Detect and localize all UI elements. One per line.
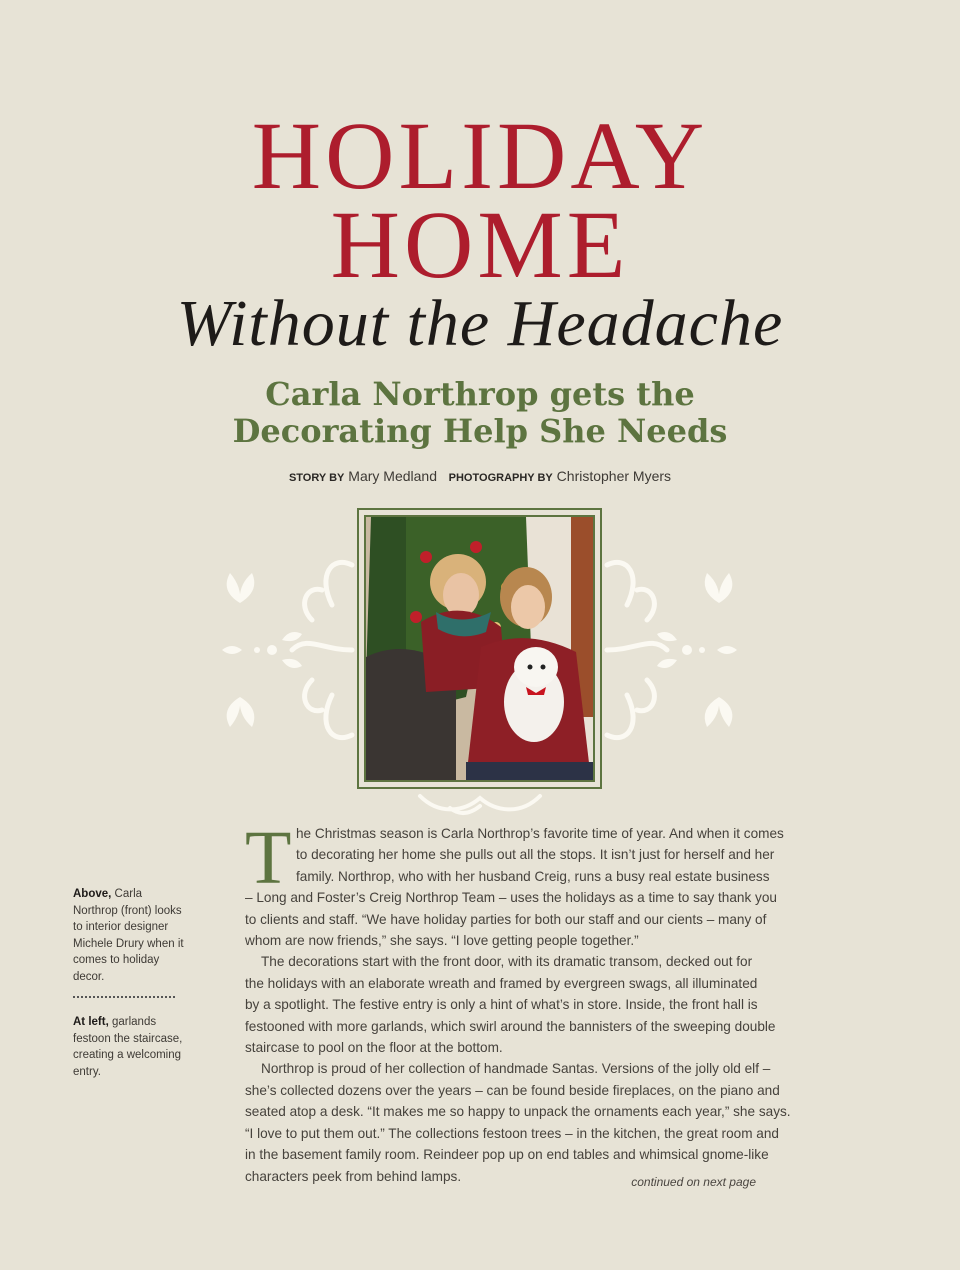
body-line: family. Northrop, who with her husband Creig, runs a busy real estate business bbox=[296, 868, 770, 884]
drop-cap: T bbox=[245, 816, 292, 900]
story-author: Mary Medland bbox=[348, 468, 437, 484]
feature-photo-frame bbox=[357, 508, 602, 789]
body-line: by a spotlight. The festive entry is only a hint of what’s in store. Inside, the front hall is bbox=[245, 997, 758, 1013]
photographer: Christopher Myers bbox=[556, 468, 672, 484]
caption-above bbox=[73, 886, 185, 985]
continued-link[interactable]: continued on next page bbox=[631, 1175, 756, 1189]
feature-photo bbox=[364, 515, 595, 782]
subheadline-line-1: Carla Northrop gets the bbox=[265, 375, 695, 413]
headline-script: Without the Headache bbox=[176, 287, 784, 360]
body-line: to clients and staff. “We have holiday parties for both our staff and our cients – many of bbox=[245, 911, 767, 927]
left-flourish-ornament bbox=[212, 545, 357, 755]
caption-above-lead: Above, bbox=[73, 888, 112, 900]
caption-at-left bbox=[73, 1014, 185, 1080]
body-line: seated atop a desk. “It makes me so happy to unpack the ornaments each year,” she says. bbox=[245, 1104, 791, 1120]
body-line: characters peek from behind lamps. bbox=[245, 1168, 462, 1184]
caption-above-text: Carla Northrop (front) looks to interior designer Michele Drury when it comes to holiday decor. bbox=[73, 888, 184, 983]
body-line: The decorations start with the front door, with its dramatic transom, decked out for bbox=[261, 954, 753, 970]
article-body bbox=[245, 823, 791, 1187]
caption-at-left-lead: At left, bbox=[73, 1016, 109, 1028]
body-line: – Long and Foster’s Creig Northrop Team – uses the holidays as a time to say thank you bbox=[245, 890, 777, 906]
portrait-illustration bbox=[366, 517, 593, 780]
body-line: whom are now friends,” she says. “I love getting people together.” bbox=[245, 933, 639, 949]
headline-line-2: HOME bbox=[330, 191, 630, 298]
byline bbox=[0, 468, 960, 484]
body-line: staircase to pool on the floor at the bottom. bbox=[245, 1040, 503, 1056]
story-label: STORY BY bbox=[288, 472, 345, 484]
body-line: he Christmas season is Carla Northrop’s favorite time of year. And when it comes bbox=[296, 826, 784, 841]
body-line: the holidays with an elaborate wreath and framed by evergreen swags, all illuminated bbox=[245, 975, 758, 991]
body-line: Northrop is proud of her collection of handmade Santas. Versions of the jolly old elf – bbox=[261, 1061, 771, 1077]
bottom-flourish-ornament bbox=[410, 786, 550, 820]
subheadline bbox=[0, 376, 960, 450]
right-flourish-ornament bbox=[602, 545, 747, 755]
subheadline-line-2: Decorating Help She Needs bbox=[232, 412, 728, 450]
body-line: festooned with more garlands, which swirl around the bannisters of the sweeping double bbox=[245, 1018, 776, 1034]
headline-line-1: HOLIDAY bbox=[251, 102, 709, 209]
body-line: she’s collected dozens over the years – can be found beside fireplaces, on the piano and bbox=[245, 1082, 780, 1098]
caption-divider bbox=[73, 996, 175, 998]
body-line: to decorating her home she pulls out all the stops. It isn’t just for herself and her bbox=[296, 847, 775, 863]
photo-label: PHOTOGRAPHY BY bbox=[448, 472, 553, 484]
body-line: in the basement family room. Reindeer pop up on end tables and whimsical gnome-like bbox=[245, 1147, 769, 1163]
body-line: “I love to put them out.” The collections festoon trees – in the kitchen, the great room and bbox=[245, 1125, 779, 1141]
caption-at-left-text: garlands festoon the staircase, creating a welcoming entry. bbox=[73, 1016, 183, 1078]
